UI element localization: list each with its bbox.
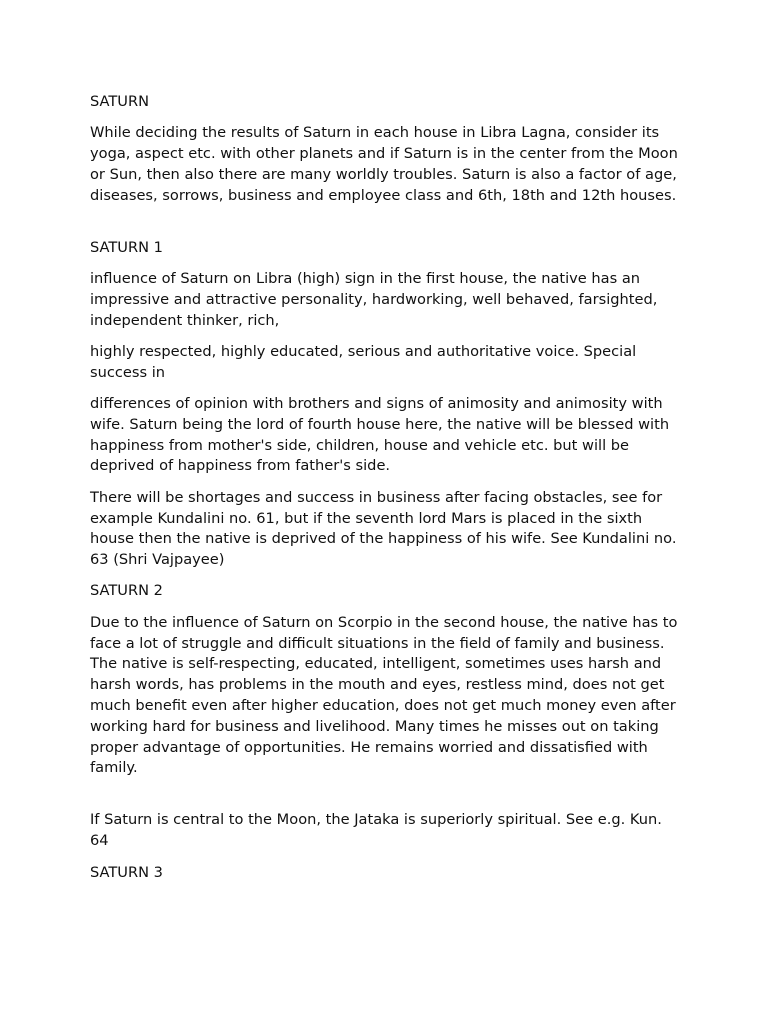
saturn-2-paragraph-1: Due to the influence of Saturn on Scorpio in the second house, the native has to face a lot of struggle and difficult situations in the field of family and business. The native is self-respecting, educated, intelligent, sometimes uses harsh and harsh words, has problems in the mouth and eyes, restless mind, does not get much benefit even after higher education, does not get much money even after working hard for business and livelihood. Many times he misses out on taking proper advantage of opportunities. He remains worried and dissatisfied with family. — [90, 613, 678, 777]
intro-paragraph: While deciding the results of Saturn in each house in Libra Lagna, consider its yoga, aspect etc. with other planets and if Saturn is in the center from the Moon or Sun, then also there are many worldly troubles. Saturn is also a factor of age, diseases, sorrows, business and employee class and 6th, 18th and 12th houses. — [90, 124, 678, 204]
blank-line — [90, 217, 682, 238]
section-heading-saturn: SATURN — [90, 93, 150, 110]
saturn-1-paragraph-2: highly respected, highly educated, serious and authoritative voice. Special success in — [90, 342, 637, 381]
saturn-1-paragraph-1: influence of Saturn on Libra (high) sign in the first house, the native has an impressive and attractive personality, hardworking, well behaved, farsighted, independent thinker, rich, — [90, 270, 658, 329]
section-heading-saturn-1: SATURN 1 — [90, 238, 163, 256]
blank-line — [90, 790, 682, 811]
saturn-2-paragraph-2: If Saturn is central to the Moon, the Jataka is superiorly spiritual. See e.g. Kun. 64 — [90, 811, 662, 850]
saturn-1-paragraph-4: There will be shortages and success in business after facing obstacles, see for example Kundalini no. 61, but if the seventh lord Mars is placed in the sixth house then the native is deprived of the happiness of his wife. See Kundalini no. 63 (Shri Vajpayee) — [90, 488, 677, 569]
saturn-1-paragraph-3: differences of opinion with brothers and signs of animosity and animosity with wife. Saturn being the lord of fourth house here, the native will be blessed with happiness from mother's side, children, house and vehicle etc. but will be deprived of happiness from father's side. — [90, 395, 670, 475]
section-heading-saturn-2: SATURN 2 — [90, 582, 163, 600]
section-heading-saturn-3: SATURN 3 — [90, 863, 163, 881]
document-page — [90, 92, 682, 894]
